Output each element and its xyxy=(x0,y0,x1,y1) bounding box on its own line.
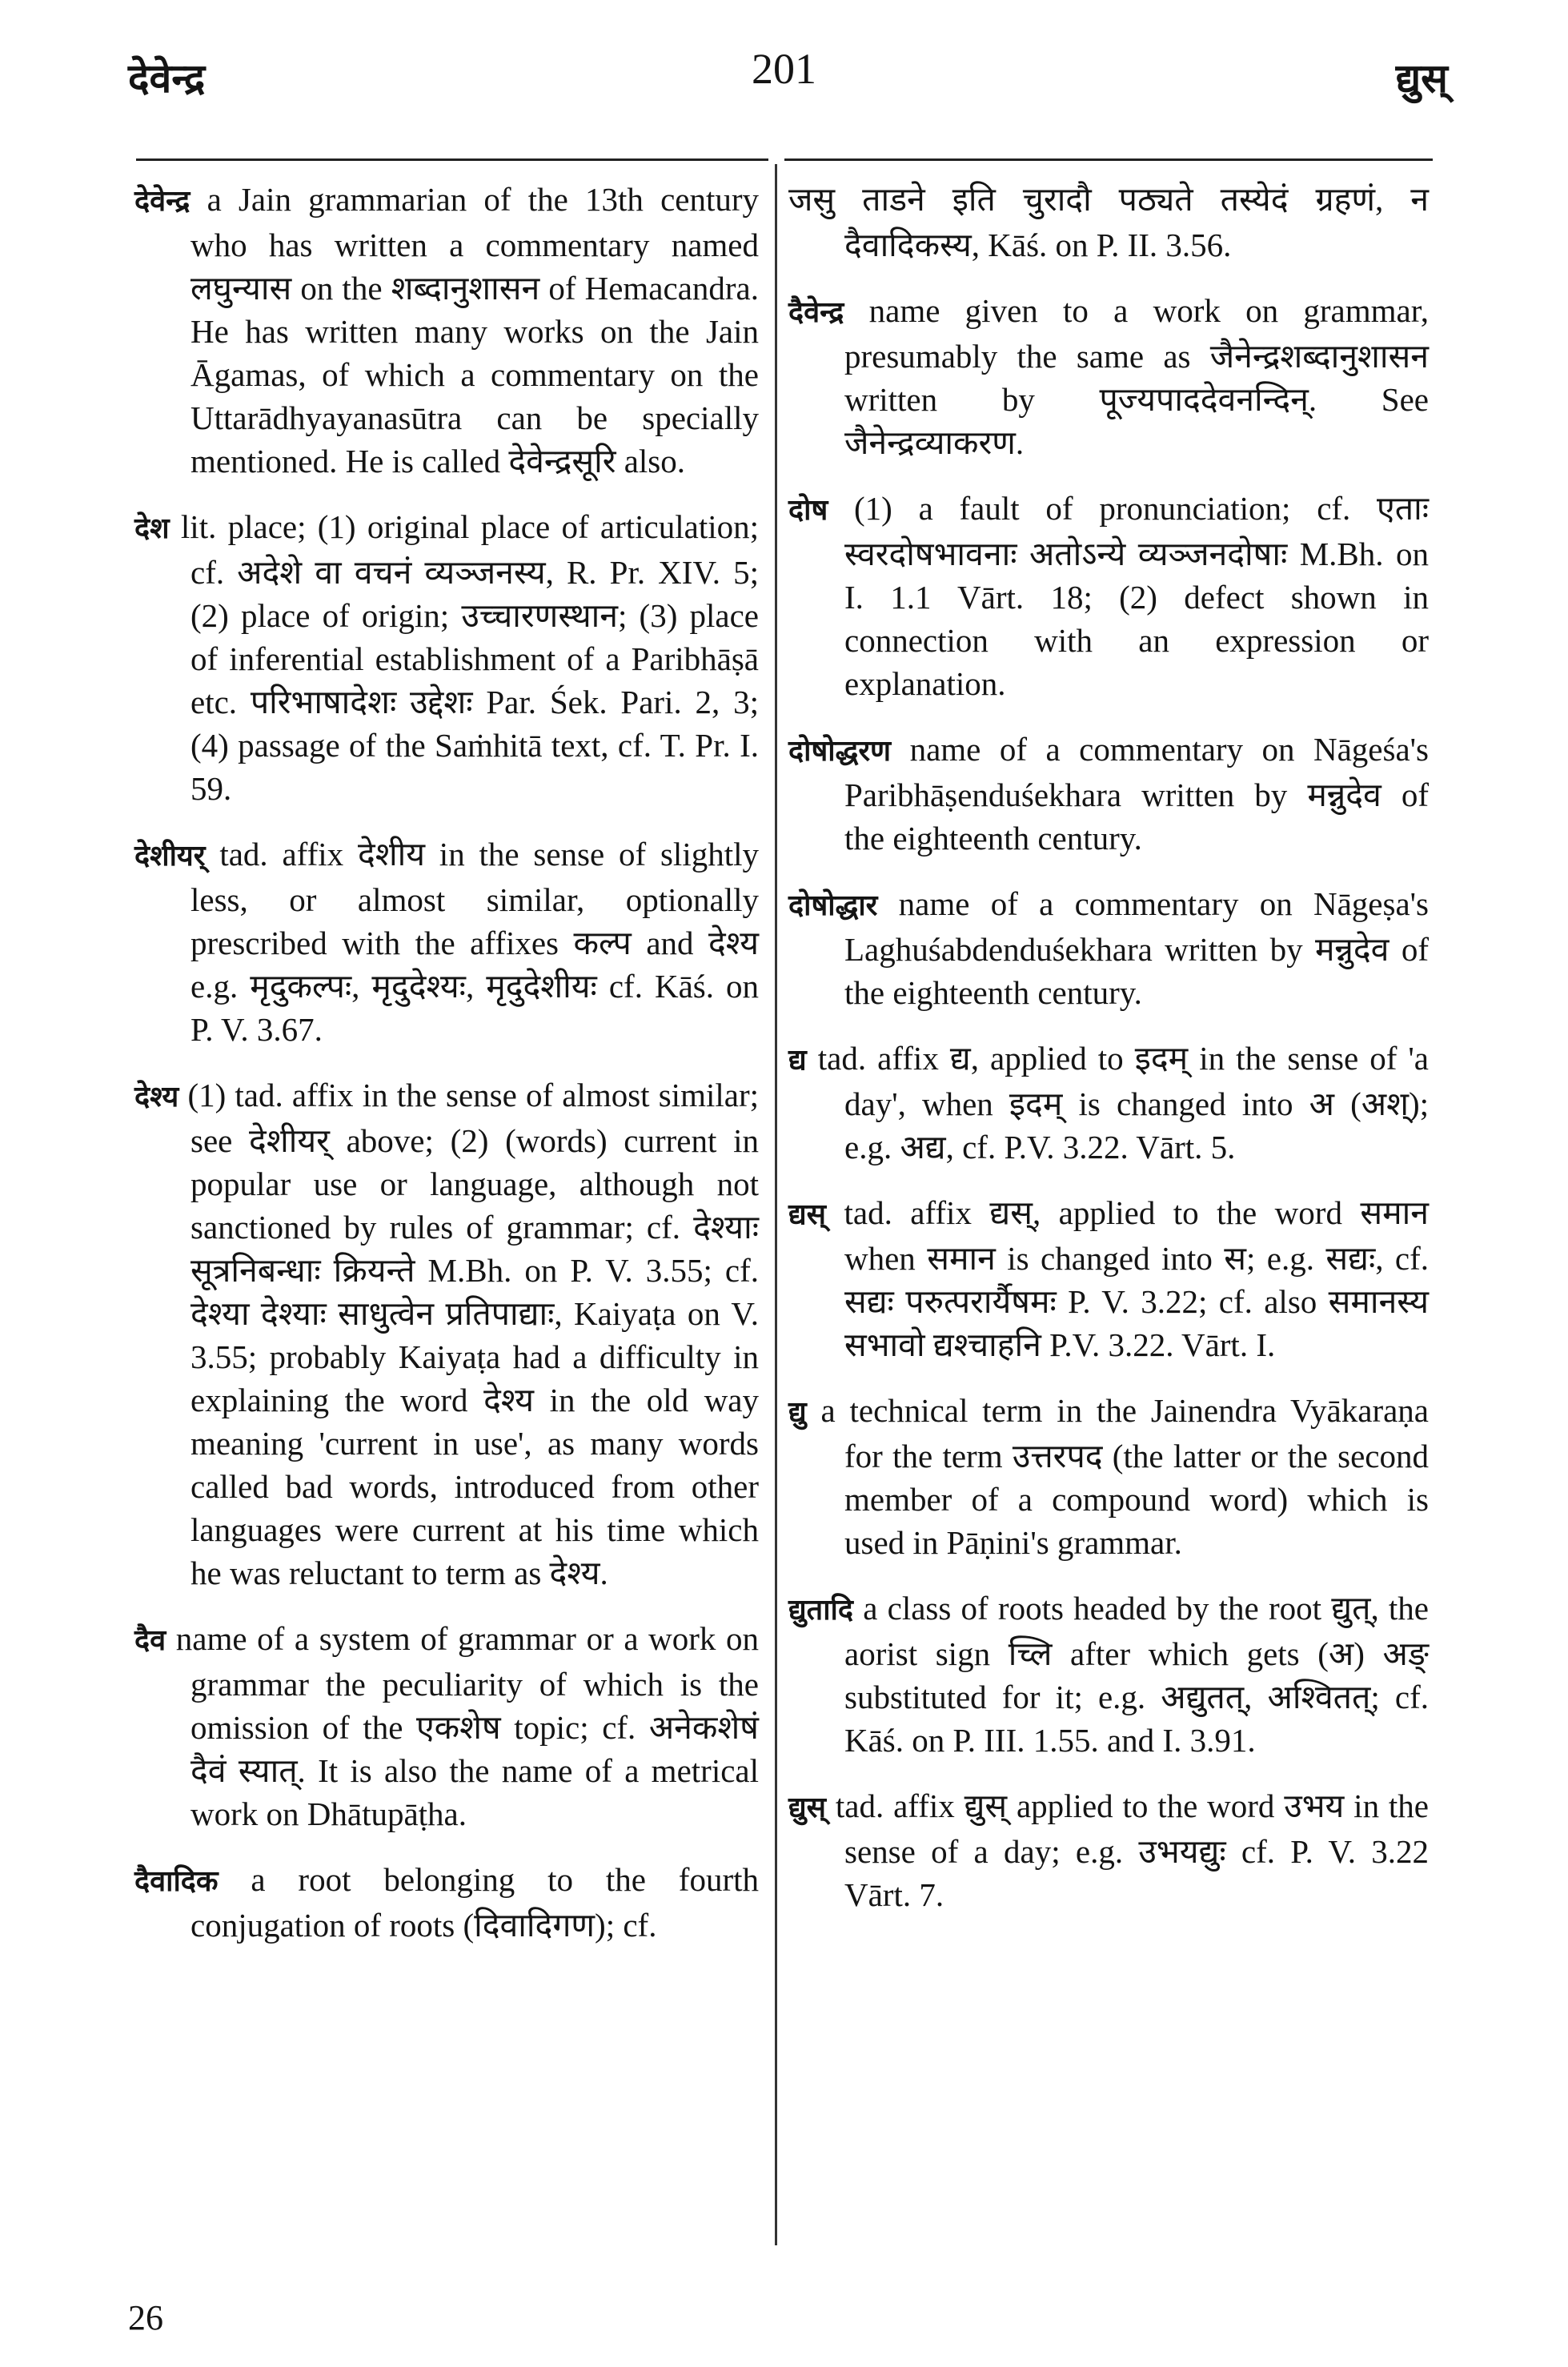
entry-text: जसु ताडने इति चुरादौ पठ्यते तस्येदं ग्रहणं, न दैवादिकस्य, Kāś. on P. II. 3.56. xyxy=(788,181,1429,263)
entry-headword: द्यस् xyxy=(788,1198,827,1231)
entry-text: (1) a fault of pronunciation; cf. एताः स्वरदोषभावनाः अतोऽन्ये व्यञ्जनदोषाः M.Bh. on I. 1.1 Vārt. 18; (2) defect shown in connection with an expression or explanation. xyxy=(844,490,1430,702)
dictionary-entry xyxy=(134,178,759,483)
entry-headword: द्युस् xyxy=(788,1791,827,1824)
page-number: 201 xyxy=(752,45,816,93)
dictionary-entry xyxy=(134,832,759,1051)
entry-text: tad. affix द्युस् applied to the word उभय in the sense of a day; e.g. उभयद्युः cf. P. V. 3.22 Vārt. 7. xyxy=(835,1787,1430,1913)
entry-text: a class of roots headed by the root द्युत्, the aorist sign च्लि after which gets (अ) अङ् substituted for it; e.g. अद्युतत्, अश्वितत्; cf. Kāś. on P. III. 1.55. and I. 3.91. xyxy=(844,1590,1429,1759)
signature-mark: 26 xyxy=(128,2298,163,2337)
entry-headword: द्यु xyxy=(788,1396,807,1429)
entry-text: (1) tad. affix in the sense of almost similar; see देशीयर् above; (2) (words) current in popular use or language, although not sanctioned by rules of grammar; cf. देश्याः सूत्रनिबन्धाः क्रियन्ते M.Bh. on P. V. 3.55; cf. देश्या देश्याः साधुत्वेन प्रतिपाद्याः, Kaiyaṭa on V. 3.55; probably Kaiyaṭa had a difficulty in explaining the word देश्य in the old way meaning 'current in use', as many words called bad words, introduced from other languages were current at his time which he was reluctant to term as देश्य. xyxy=(187,1077,759,1591)
entry-headword: दैवेन्द्र xyxy=(788,296,844,329)
dictionary-entry xyxy=(788,1037,1429,1169)
entry-text: tad. affix द्यस्, applied to the word समान when समान is changed into स; e.g. सद्यः, cf. सद्यः परुत्परार्यैषमः P. V. 3.22; cf. also समानस्य सभावो द्यश्चाहनि P.V. 3.22. Vārt. I. xyxy=(844,1194,1430,1363)
dictionary-entry xyxy=(788,1389,1429,1564)
entry-text: name of a commentary on Nāgeṣa's Laghuśabdenduśekhara written by मन्नुदेव of the eighteenth century. xyxy=(844,885,1430,1011)
header-rule-right xyxy=(784,158,1433,161)
entry-text: a technical term in the Jainendra Vyākaraṇa for the term उत्तरपद (the latter or the second member of a compound word) which is used in Pāṇini's grammar. xyxy=(820,1392,1429,1561)
entry-text: name of a commentary on Nāgeśa's Paribhāṣenduśekhara written by मन्नुदेव of the eighteenth century. xyxy=(844,731,1430,857)
entry-headword: देश्य xyxy=(134,1081,179,1113)
running-head-right: द्युस् xyxy=(1395,56,1448,101)
entry-headword: दोष xyxy=(788,494,828,527)
entry-headword: देश xyxy=(134,512,170,545)
entry-text: a Jain grammarian of the 13th century who has written a commentary named लघुन्यास on the शब्दानुशासन of Hemacandra. He has written many works on the Jain Āgamas, of which a commentary on the Uttarādhyayanasūtra can be specially mentioned. He is called देवेन्द्रसूरि also. xyxy=(190,181,760,479)
entry-headword: देशीयर् xyxy=(134,840,206,873)
dictionary-entry xyxy=(134,1858,759,1947)
entry-text: a root belonging to the fourth conjugation of roots (दिवादिगण); cf. xyxy=(190,1861,759,1944)
dictionary-entry xyxy=(788,1191,1429,1366)
running-head-left: देवेन्द्र xyxy=(128,56,206,101)
left-column xyxy=(134,178,759,1969)
dictionary-entry xyxy=(788,289,1429,464)
dictionary-entry xyxy=(788,487,1429,705)
entry-text: name given to a work on grammar, presumably the same as जैनेन्द्रशब्दानुशासन written by पूज्यपाददेवनन्दिन्. See जैनेन्द्रव्याकरण. xyxy=(844,292,1430,461)
entry-text: name of a system of grammar or a work on grammar the peculiarity of which is the omission of the एकशेष topic; cf. अनेकशेषं दैवं स्यात्. It is also the name of a metrical work on Dhātupāṭha. xyxy=(175,1620,760,1832)
dictionary-entry xyxy=(134,505,759,810)
entry-headword: द्य xyxy=(788,1044,807,1077)
dictionary-entry-continued xyxy=(788,178,1429,267)
entry-text: tad. affix द्य, applied to इदम् in the sense of 'a day', when इदम् is changed into अ (अश्); e.g. अद्य, cf. P.V. 3.22. Vārt. 5. xyxy=(817,1040,1430,1165)
entry-headword: दोषोद्धार xyxy=(788,889,878,922)
column-divider xyxy=(775,164,777,2245)
entry-headword: द्युतादि xyxy=(788,1594,853,1627)
entry-text: tad. affix देशीय in the sense of slightly less, or almost similar, optionally prescribed with the affixes कल्प and देश्य e.g. मृदुकल्पः, मृदुदेश्यः, मृदुदेशीयः cf. Kāś. on P. V. 3.67. xyxy=(190,836,759,1048)
entry-headword: दैवादिक xyxy=(134,1865,219,1898)
dictionary-entry xyxy=(788,728,1429,860)
header-rule-left xyxy=(136,158,768,161)
entry-headword: देवेन्द्र xyxy=(134,185,190,218)
dictionary-entry xyxy=(788,1587,1429,1762)
dictionary-entry xyxy=(788,1784,1429,1916)
entry-headword: दोषोद्धरण xyxy=(788,735,892,768)
dictionary-entry xyxy=(788,882,1429,1014)
dictionary-entry xyxy=(134,1617,759,1835)
right-column xyxy=(788,178,1429,1939)
dictionary-entry xyxy=(134,1073,759,1595)
entry-headword: दैव xyxy=(134,1624,166,1657)
entry-text: lit. place; (1) original place of articulation; cf. अदेशे वा वचनं व्यञ्जनस्य, R. Pr. XIV. 5; (2) place of origin; उच्चारणस्थान; (3) place of inferential establishment of a Paribhāṣā etc. परिभाषादेशः उद्देशः Par. Śek. Pari. 2, 3; (4) passage of the Saṁhitā text, cf. T. Pr. I. 59. xyxy=(180,508,759,807)
